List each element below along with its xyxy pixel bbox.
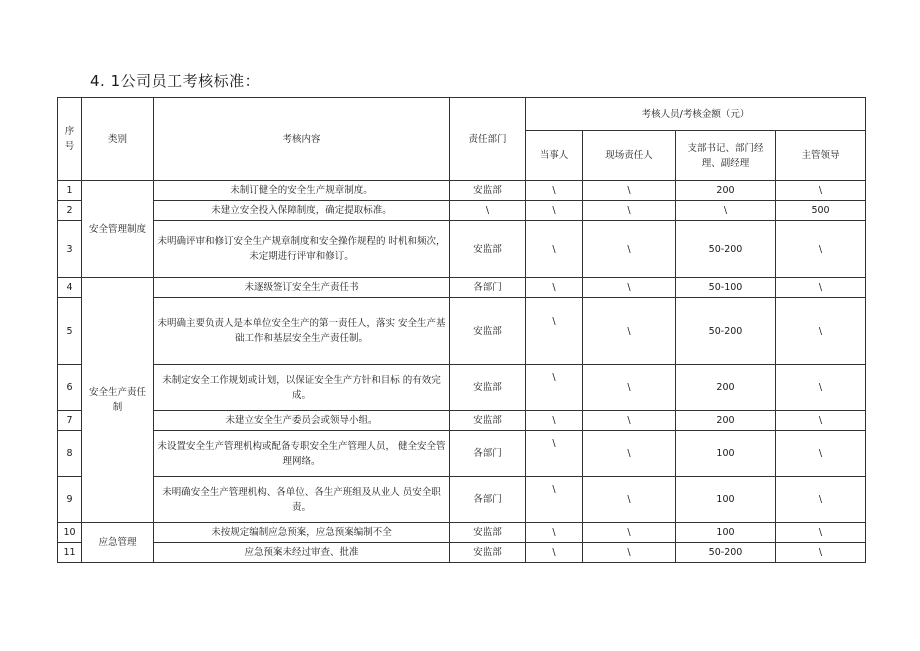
site-cell: \ [583, 431, 676, 477]
row-number: 6 [58, 365, 82, 411]
row-number: 11 [58, 543, 82, 563]
row-number: 1 [58, 181, 82, 201]
dept-cell: \ [450, 201, 526, 221]
content-cell: 未逐级签订安全生产责任书 [154, 278, 450, 298]
person-cell: \ [526, 411, 583, 431]
dept-cell: 安监部 [450, 523, 526, 543]
category-cell: 安全生产责任制 [82, 278, 154, 523]
dept-cell: 各部门 [450, 477, 526, 523]
person-cell: \ [526, 181, 583, 201]
dept-cell: 安监部 [450, 365, 526, 411]
branch-cell: 50-100 [676, 278, 776, 298]
dept-cell: 各部门 [450, 278, 526, 298]
leader-cell: 500 [776, 201, 866, 221]
header-site: 现场责任人 [583, 131, 676, 181]
site-cell: \ [583, 278, 676, 298]
site-cell: \ [583, 221, 676, 278]
site-cell: \ [583, 523, 676, 543]
content-cell: 未制订健全的安全生产规章制度。 [154, 181, 450, 201]
leader-cell: \ [776, 278, 866, 298]
category-cell: 应急管理 [82, 523, 154, 563]
content-cell: 应急预案未经过审查、批准 [154, 543, 450, 563]
row-number: 5 [58, 298, 82, 365]
row-number: 8 [58, 431, 82, 477]
row-number: 2 [58, 201, 82, 221]
table-row [58, 181, 866, 201]
site-cell: \ [583, 411, 676, 431]
header-category: 类别 [82, 98, 154, 181]
table-row [58, 431, 866, 477]
table-row [58, 411, 866, 431]
row-number: 10 [58, 523, 82, 543]
person-cell: \ [526, 221, 583, 278]
person-cell: \ [526, 543, 583, 563]
table-row [58, 298, 866, 365]
person-cell: \ [526, 477, 583, 523]
content-cell: 未明确安全生产管理机构、各单位、各生产班组及从业人 员安全职责。 [154, 477, 450, 523]
branch-cell: 50-200 [676, 221, 776, 278]
content-cell: 未明确评审和修订安全生产规章制度和安全操作规程的 时机和频次，未定期进行评审和修订。 [154, 221, 450, 278]
table-row [58, 523, 866, 543]
dept-cell: 各部门 [450, 431, 526, 477]
content-cell: 未建立安全投入保障制度，确定提取标准。 [154, 201, 450, 221]
person-cell: \ [526, 431, 583, 477]
leader-cell: \ [776, 477, 866, 523]
branch-cell: 200 [676, 181, 776, 201]
leader-cell: \ [776, 523, 866, 543]
branch-cell: 100 [676, 477, 776, 523]
person-cell: \ [526, 201, 583, 221]
dept-cell: 安监部 [450, 298, 526, 365]
person-cell: \ [526, 365, 583, 411]
table-row [58, 543, 866, 563]
leader-cell: \ [776, 543, 866, 563]
branch-cell: 100 [676, 431, 776, 477]
content-cell: 未制定安全工作规划或计划，以保证安全生产方针和目标 的有效完成。 [154, 365, 450, 411]
leader-cell: \ [776, 298, 866, 365]
header-seq: 序 号 [58, 98, 82, 181]
table-row [58, 278, 866, 298]
dept-cell: 安监部 [450, 543, 526, 563]
content-cell: 未按规定编制应急预案，应急预案编制不全 [154, 523, 450, 543]
header-content: 考核内容 [154, 98, 450, 181]
person-cell: \ [526, 278, 583, 298]
branch-cell: 200 [676, 411, 776, 431]
header-group: 考核人员/考核金额（元） [526, 98, 866, 131]
row-number: 7 [58, 411, 82, 431]
category-cell: 安全管理制度 [82, 181, 154, 278]
row-number: 9 [58, 477, 82, 523]
leader-cell: \ [776, 411, 866, 431]
table-row [58, 201, 866, 221]
row-number: 3 [58, 221, 82, 278]
header-row [58, 98, 866, 131]
content-cell: 未明确主要负责人是本单位安全生产的第一责任人，落实 安全生产基础工作和基层安全生产责任制。 [154, 298, 450, 365]
row-number: 4 [58, 278, 82, 298]
site-cell: \ [583, 477, 676, 523]
page-title: 4. 1公司员工考核标准： [90, 72, 261, 90]
header-leader: 主管领导 [776, 131, 866, 181]
table-row [58, 477, 866, 523]
content-cell: 未设置安全生产管理机构或配备专职安全生产管理人员， 健全安全管理网络。 [154, 431, 450, 477]
person-cell: \ [526, 298, 583, 365]
branch-cell: 50-200 [676, 298, 776, 365]
dept-cell: 安监部 [450, 181, 526, 201]
site-cell: \ [583, 201, 676, 221]
header-person: 当事人 [526, 131, 583, 181]
leader-cell: \ [776, 221, 866, 278]
branch-cell: \ [676, 201, 776, 221]
header-branch: 支部书记、部门经理、副经理 [676, 131, 776, 181]
leader-cell: \ [776, 431, 866, 477]
person-cell: \ [526, 523, 583, 543]
site-cell: \ [583, 298, 676, 365]
content-cell: 未建立安全生产委员会或领导小组。 [154, 411, 450, 431]
branch-cell: 50-200 [676, 543, 776, 563]
site-cell: \ [583, 543, 676, 563]
site-cell: \ [583, 365, 676, 411]
table-row [58, 221, 866, 278]
leader-cell: \ [776, 365, 866, 411]
leader-cell: \ [776, 181, 866, 201]
assessment-table [57, 97, 866, 563]
dept-cell: 安监部 [450, 221, 526, 278]
header-dept: 责任部门 [450, 98, 526, 181]
dept-cell: 安监部 [450, 411, 526, 431]
site-cell: \ [583, 181, 676, 201]
branch-cell: 100 [676, 523, 776, 543]
branch-cell: 200 [676, 365, 776, 411]
table-row [58, 365, 866, 411]
